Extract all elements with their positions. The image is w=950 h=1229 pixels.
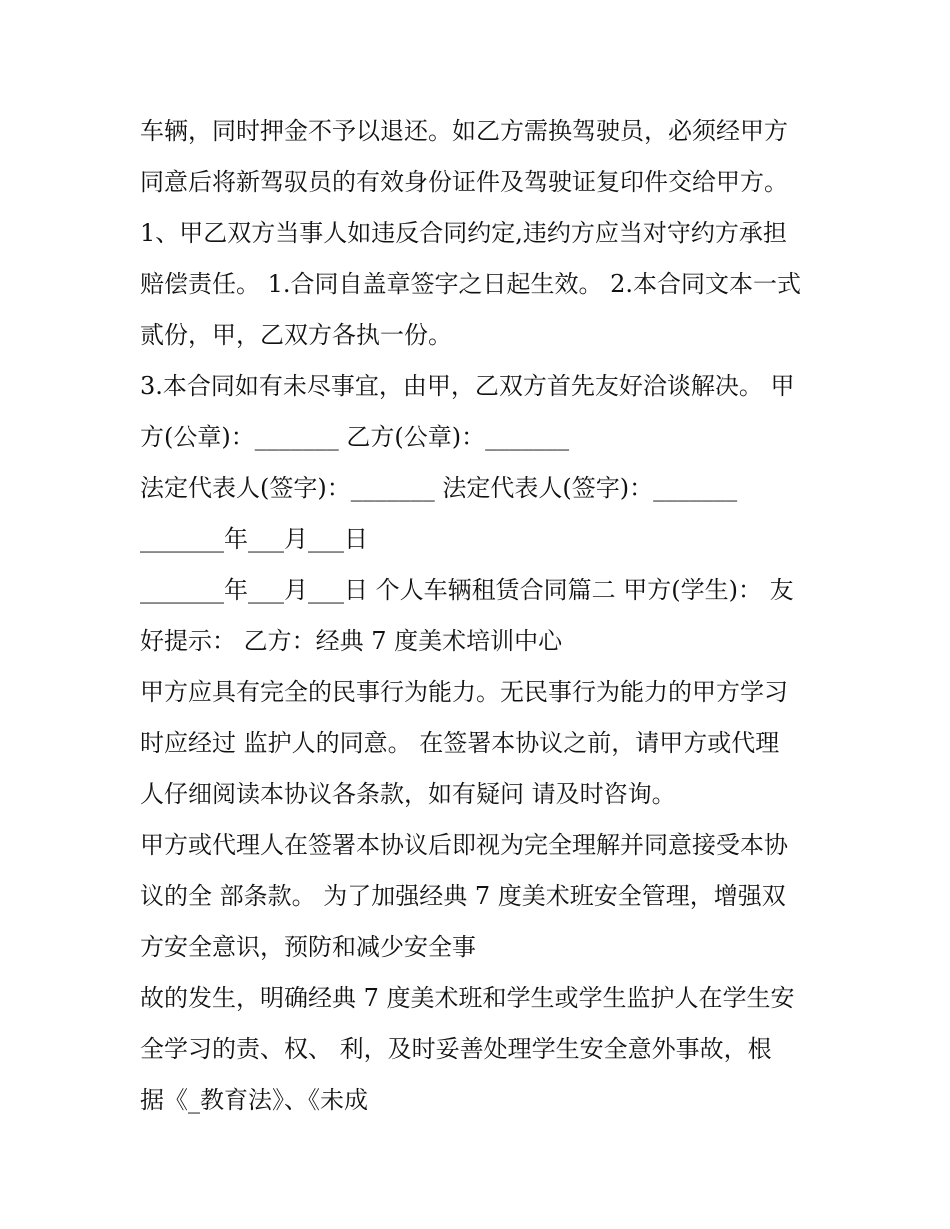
text-line: 全学习的责、权、 利，及时妥善处理学生安全意外事故，根 [140,1035,772,1063]
text-line: 方(公章)：_______ 乙方(公章)：_______ [140,423,570,451]
text-line: 甲方应具有完全的民事行为能力。无民事行为能力的甲方学习 [140,678,788,706]
text-line: 人仔细阅读本协议各条款，如有疑问 请及时咨询。 [140,780,676,808]
text-line: _______年___月___日 [140,525,368,553]
text-line: _______年___月___日 个人车辆租赁合同篇二 甲方(学生)： 友 [140,576,794,604]
text-line: 甲方或代理人在签署本协议后即视为完全理解并同意接受本协 [140,831,788,859]
text-line: 1、甲乙双方当事人如违反合同约定,违约方应当对守约方承担 [140,219,787,247]
text-line: 方安全意识，预防和减少安全事 [140,933,476,961]
text-line: 故的发生，明确经典 7 度美术班和学生或学生监护人在学生安 [140,984,795,1012]
document-body [140,106,820,1126]
text-line: 贰份，甲，乙双方各执一份。 [140,321,452,349]
text-line: 法定代表人(签字)：_______ 法定代表人(签字)：_______ [140,474,738,502]
text-line: 车辆，同时押金不予以退还。如乙方需换驾驶员，必须经甲方 [140,117,788,145]
text-line: 3.本合同如有未尽事宜，由甲，乙双方首先友好洽谈解决。 甲 [140,372,795,400]
text-line: 好提示： 乙方：经典 7 度美术培训中心 [140,627,563,655]
text-line: 同意后将新驾驭员的有效身份证件及驾驶证复印件交给甲方。 [140,168,788,196]
text-line: 时应经过 监护人的同意。 在签署本协议之前，请甲方或代理 [140,729,780,757]
text-line: 据《_教育法》、《未成 [140,1086,368,1114]
text-line: 议的全 部条款。 为了加强经典 7 度美术班安全管理，增强双 [140,882,786,910]
text-line: 赔偿责任。 1.合同自盖章签字之日起生效。 2.本合同文本一式 [140,270,802,298]
